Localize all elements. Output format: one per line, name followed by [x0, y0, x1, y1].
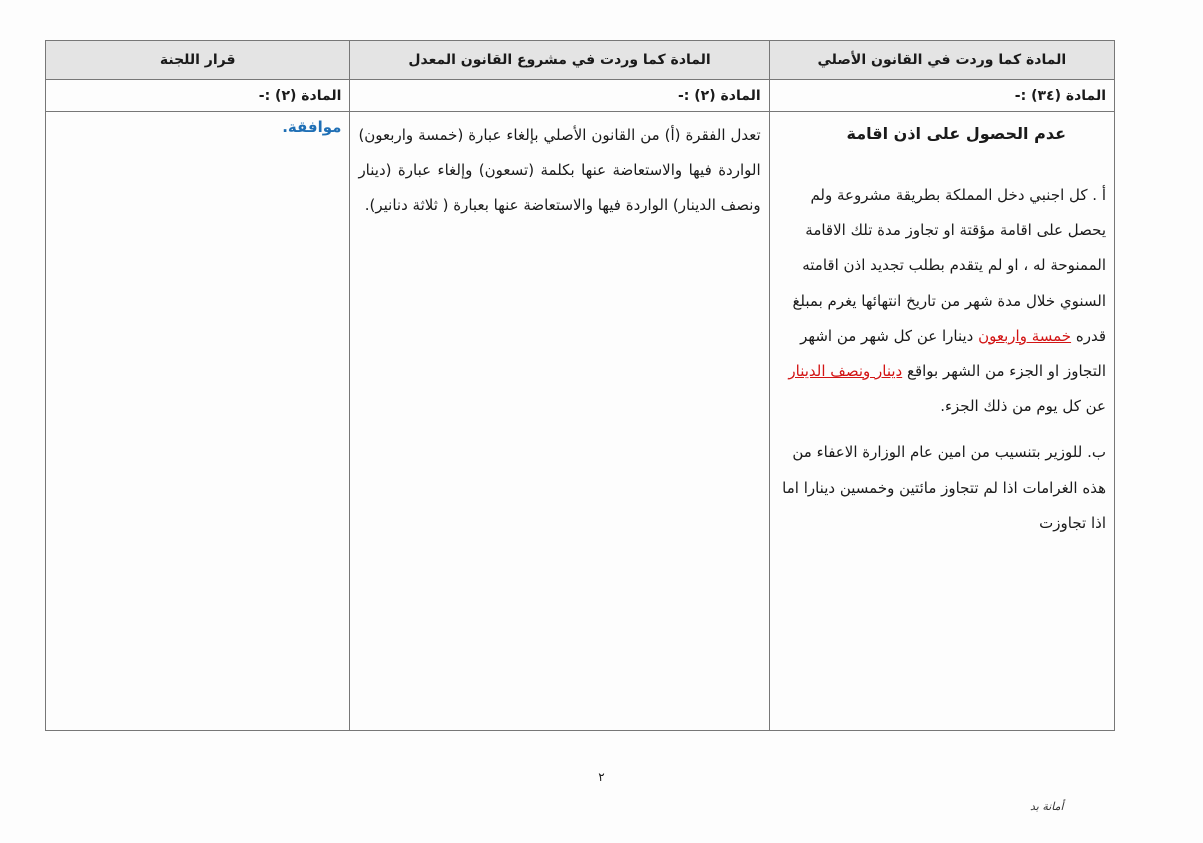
paragraph-a-part3: عن كل يوم من ذلك الجزء. [940, 397, 1106, 416]
header-original-law: المادة كما وردت في القانون الأصلي [769, 41, 1114, 79]
paragraph-a [778, 178, 1106, 424]
table-header-row [46, 41, 1114, 80]
amendment-body: تعدل الفقرة (أ) من القانون الأصلي بإلغاء عبارة (خمسة واربعون) الواردة فيها والاستعاضة عنها بكلمة (تسعون) وإلغاء عبارة (دينار ونصف الدينار) الواردة فيها والاستعاضة عنها بعبارة ( ثلاثة دنانير). [358, 126, 761, 215]
signature: أمانة بد [1030, 800, 1064, 813]
original-law-text [769, 112, 1114, 730]
article-number-row [46, 80, 1114, 112]
page-number: ٢ [598, 770, 605, 784]
header-committee-decision: قرار اللجنة [159, 52, 236, 68]
header-amended-draft: المادة كما وردت في مشروع القانون المعدل [349, 41, 768, 79]
paragraph-a-part1: أ . كل اجنبي دخل المملكة بطريقة مشروعة ولم يحصل على اقامة مؤقتة او تجاوز مدة تلك الاقامة الممنوحة له ، او لم يتقدم بطلب تجديد اذن اقامته السنوي خلال مدة شهر من تاريخ انتهائها يغرم بمبلغ قدره [792, 186, 1106, 345]
section-heading: عدم الحصول على اذن اقامة [846, 124, 1066, 143]
law-comparison-table [45, 40, 1115, 731]
paragraph-a-part2: دينارا عن كل شهر من اشهر التجاوز او الجزء من الشهر بواقع [800, 326, 1106, 381]
article-decision: المادة (٢) :- [258, 87, 342, 104]
approval-label: موافقة. [282, 118, 342, 136]
article-body-row [46, 112, 1114, 730]
committee-decision-text [46, 112, 349, 730]
amended-draft-text [349, 112, 768, 730]
highlight-fine-amount: خمسة واربعون [978, 326, 1072, 345]
highlight-daily-fine: دينار ونصف الدينار [788, 362, 903, 381]
article-original: المادة (٣٤) :- [769, 80, 1114, 111]
paragraph-b: ب. للوزير بتنسيب من امين عام الوزارة الاعفاء من هذه الغرامات اذا لم تتجاوز مائتين وخمسين دينارا اما اذا تجاوزت [782, 443, 1106, 532]
article-amended: المادة (٢) :- [349, 80, 768, 111]
